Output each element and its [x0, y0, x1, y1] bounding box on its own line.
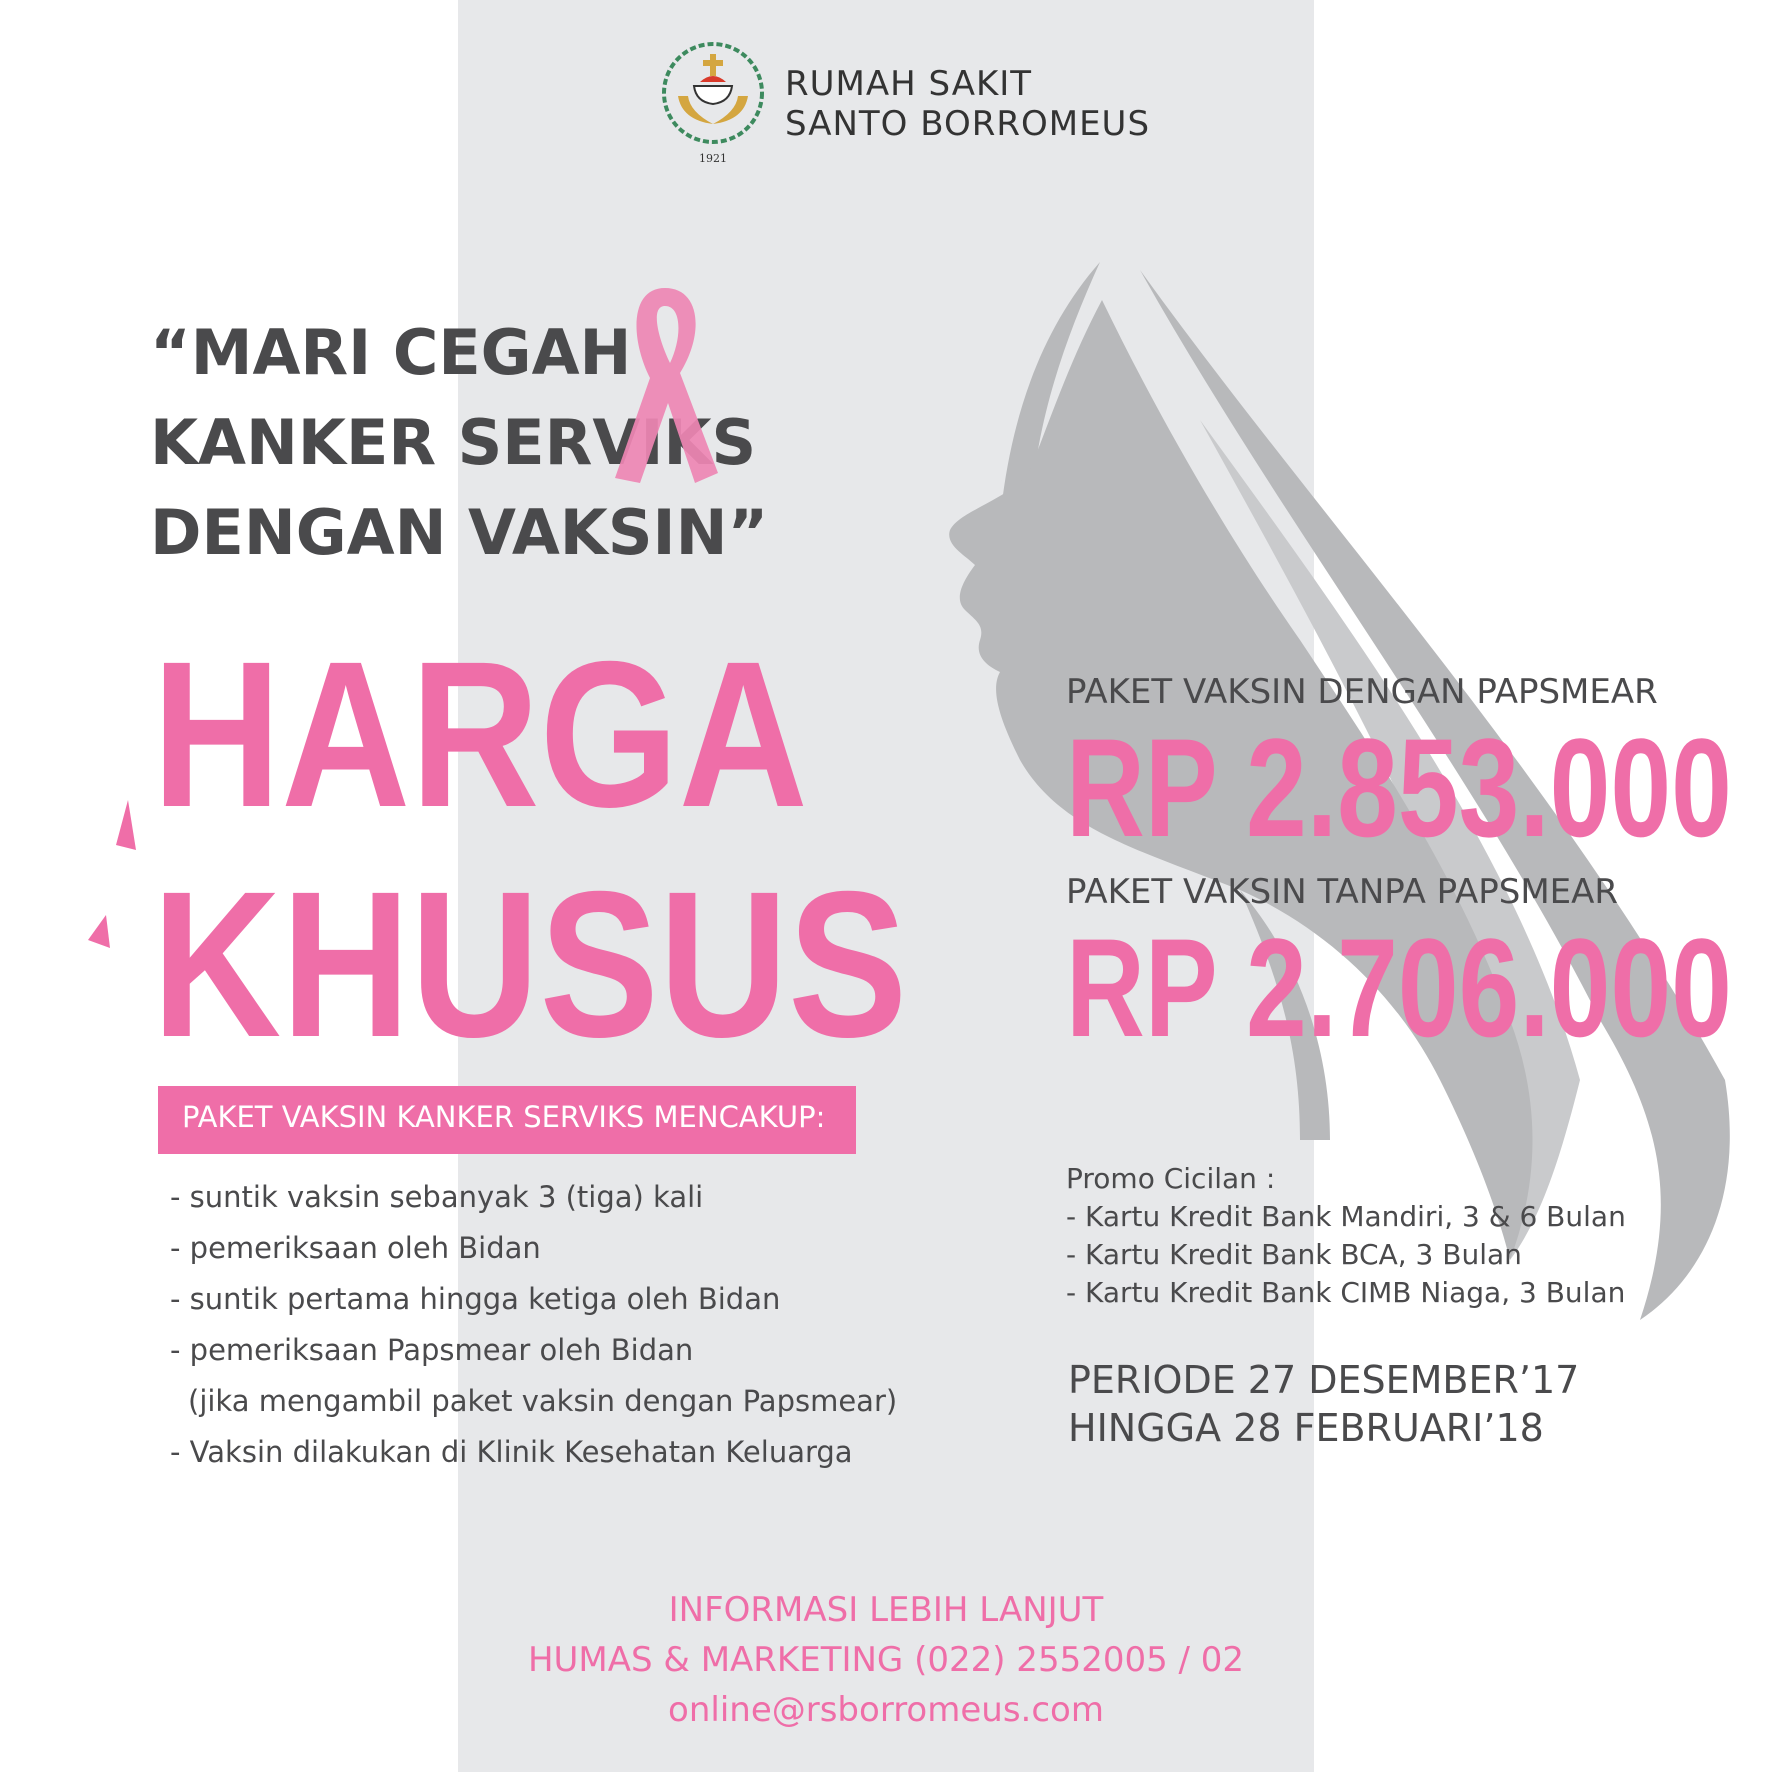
contact-info: [458, 1585, 1314, 1735]
headline-line3: DENGAN VAKSIN”: [150, 496, 769, 569]
list-item: - Vaksin dilakukan di Klinik Kesehatan Keluarga: [170, 1435, 853, 1469]
inclusions-list: [170, 1172, 897, 1478]
installment-item: - Kartu Kredit Bank Mandiri, 3 & 6 Bulan: [1066, 1200, 1626, 1233]
special-price-title: [152, 620, 907, 1080]
promo-period: [1068, 1356, 1579, 1452]
package-with-papsmear-price: RP 2.853.000: [1066, 709, 1732, 866]
installment-item: - Kartu Kredit Bank CIMB Niaga, 3 Bulan: [1066, 1276, 1626, 1309]
period-start: PERIODE 27 DESEMBER’17: [1068, 1358, 1580, 1402]
hospital-name-line1: RUMAH SAKIT: [785, 64, 1033, 104]
installment-title: Promo Cicilan :: [1066, 1162, 1276, 1195]
pink-triangle-decoration: [88, 800, 138, 950]
pink-ribbon-icon: [610, 278, 720, 498]
special-price-line1: HARGA: [152, 619, 808, 851]
list-item: (jika mengambil paket vaksin dengan Papsmear): [188, 1384, 898, 1418]
list-item: - pemeriksaan oleh Bidan: [170, 1231, 541, 1265]
special-price-line2: KHUSUS: [152, 849, 908, 1081]
installment-item: - Kartu Kredit Bank BCA, 3 Bulan: [1066, 1238, 1522, 1271]
package-without-papsmear-label: PAKET VAKSIN TANPA PAPSMEAR: [1066, 872, 1619, 912]
list-item: - suntik vaksin sebanyak 3 (tiga) kali: [170, 1180, 704, 1214]
installment-promo: [1066, 1160, 1626, 1312]
headline-line2: KANKER SERVIKS: [150, 406, 757, 479]
list-item: - suntik pertama hingga ketiga oleh Bidan: [170, 1282, 781, 1316]
package-includes-title: PAKET VAKSIN KANKER SERVIKS MENCAKUP:: [182, 1100, 826, 1134]
contact-email: online@rsborromeus.com: [668, 1690, 1104, 1730]
list-item: - pemeriksaan Papsmear oleh Bidan: [170, 1333, 694, 1367]
contact-phone: HUMAS & MARKETING (022) 2552005 / 02: [527, 1640, 1245, 1680]
logo-year: 1921: [699, 152, 727, 165]
headline-line1: “MARI CEGAH: [150, 316, 632, 389]
period-end: HINGGA 28 FEBRUARI’18: [1068, 1406, 1544, 1450]
contact-heading: INFORMASI LEBIH LANJUT: [668, 1590, 1104, 1630]
package-without-papsmear-price: RP 2.706.000: [1066, 909, 1732, 1066]
package-includes-badge: [158, 1086, 856, 1154]
hospital-name: [785, 64, 1150, 144]
package-with-papsmear-label: PAKET VAKSIN DENGAN PAPSMEAR: [1066, 672, 1658, 712]
hospital-name-line2: SANTO BORROMEUS: [785, 104, 1151, 144]
hospital-emblem-icon: [660, 40, 766, 170]
